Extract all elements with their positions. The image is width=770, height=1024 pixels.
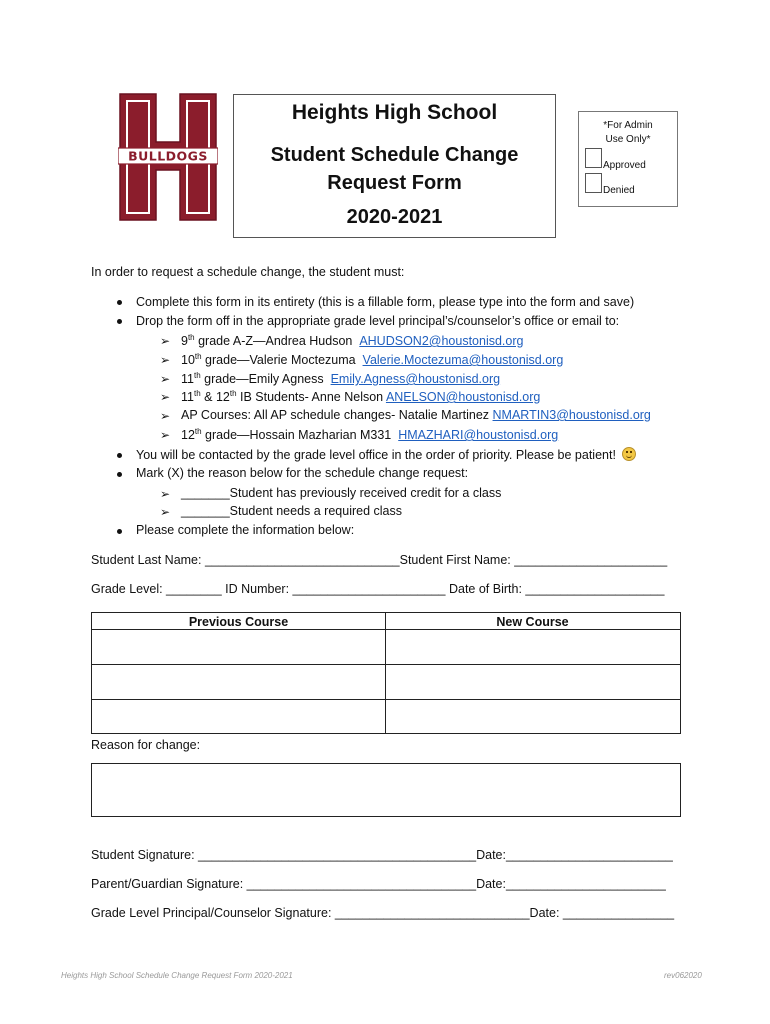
admin-use-box bbox=[578, 111, 678, 207]
form-title bbox=[234, 141, 555, 197]
new-course-cell[interactable] bbox=[386, 665, 680, 699]
reason-option-credit[interactable]: _______Student has previously received credit for a class bbox=[181, 486, 502, 500]
previous-course-cell[interactable] bbox=[92, 665, 385, 699]
arrow-bullet-icon: ➢ bbox=[160, 409, 171, 423]
id-number-field[interactable]: ID Number: ______________________ bbox=[225, 582, 446, 596]
arrow-bullet-icon: ➢ bbox=[160, 505, 171, 519]
new-course-cell[interactable] bbox=[386, 630, 680, 664]
admin-heading: *For Admin Use Only* bbox=[603, 120, 653, 145]
student-info-fields bbox=[91, 582, 664, 596]
step-mark: Mark (X) the reason below for the schedule change request: bbox=[136, 466, 469, 480]
school-logo bbox=[118, 92, 218, 222]
parent-signature-field[interactable]: Parent/Guardian Signature: _________________________________Date:_______________________ bbox=[91, 877, 666, 891]
new-course-cell[interactable] bbox=[386, 700, 680, 733]
previous-course-cell[interactable] bbox=[92, 630, 385, 664]
email-link-9th[interactable]: AHUDSON2@houstonisd.org bbox=[359, 334, 524, 349]
email-link-ap[interactable]: NMARTIN3@houstonisd.org bbox=[492, 408, 651, 422]
intro-text: In order to request a schedule change, the student must: bbox=[91, 265, 405, 279]
arrow-bullet-icon: ➢ bbox=[160, 372, 171, 386]
step-drop: Drop the form off in the appropriate grade level principal’s/counselor’s office or email to: bbox=[136, 314, 620, 328]
logo-text: BULLDOGS bbox=[128, 148, 208, 164]
footer-revision: rev062020 bbox=[664, 971, 702, 980]
smiley-icon bbox=[622, 447, 636, 461]
form-title-line1: Student Schedule Change bbox=[270, 144, 519, 166]
reason-textarea[interactable] bbox=[91, 763, 681, 817]
email-link-11th[interactable]: Emily.Agness@houstonisd.org bbox=[330, 372, 501, 387]
bullet bbox=[117, 300, 122, 305]
previous-course-cell[interactable] bbox=[92, 700, 385, 733]
contact-12th: 12th grade—Hossain Mazharian M331 HMAZHARI@houstonisd.org bbox=[181, 427, 559, 443]
footer-title: Heights High School Schedule Change Request Form 2020-2021 bbox=[61, 971, 293, 980]
last-name-field[interactable]: Student Last Name: ____________________________ bbox=[91, 553, 400, 567]
bullet bbox=[117, 472, 122, 477]
denied-checkbox[interactable] bbox=[585, 173, 602, 193]
reason-label: Reason for change: bbox=[91, 738, 201, 752]
title-box bbox=[233, 94, 556, 238]
email-link-12th[interactable]: HMAZHARI@houstonisd.org bbox=[398, 428, 559, 443]
contact-11th: 11th grade—Emily Agness Emily.Agness@houstonisd.org bbox=[181, 371, 501, 387]
principal-signature-field[interactable]: Grade Level Principal/Counselor Signature: ____________________________Date: ________________ bbox=[91, 906, 675, 920]
approved-label: Approved bbox=[603, 160, 646, 171]
arrow-bullet-icon: ➢ bbox=[160, 334, 171, 348]
school-name: Heights High School bbox=[291, 101, 498, 124]
email-link-10th[interactable]: Valerie.Moctezuma@houstonisd.org bbox=[362, 353, 564, 368]
course-table bbox=[91, 612, 681, 734]
student-name-fields bbox=[91, 553, 667, 567]
arrow-bullet-icon: ➢ bbox=[160, 428, 171, 442]
bullet bbox=[117, 319, 122, 324]
new-course-header: New Course bbox=[496, 615, 569, 629]
step-contacted: You will be contacted by the grade level office in the order of priority. Please be patient! bbox=[136, 447, 636, 462]
step-complete-info: Please complete the information below: bbox=[136, 523, 355, 537]
bullet bbox=[117, 529, 122, 534]
approved-checkbox[interactable] bbox=[585, 148, 602, 168]
contact-10th: 10th grade—Valerie Moctezuma Valerie.Moctezuma@houstonisd.org bbox=[181, 352, 564, 368]
arrow-bullet-icon: ➢ bbox=[160, 390, 171, 404]
step-complete: Complete this form in its entirety (this is a fillable form, please type into the form and save) bbox=[136, 295, 635, 309]
dob-field[interactable]: Date of Birth: ____________________ bbox=[448, 582, 665, 596]
arrow-bullet-icon: ➢ bbox=[160, 353, 171, 367]
student-signature-field[interactable]: Student Signature: ________________________________________Date:________________________ bbox=[91, 848, 673, 862]
school-year: 2020-2021 bbox=[346, 206, 443, 228]
arrow-bullet-icon: ➢ bbox=[160, 487, 171, 501]
contact-ap: AP Courses: All AP schedule changes- Natalie Martinez NMARTIN3@houstonisd.org bbox=[181, 408, 651, 422]
previous-course-header: Previous Course bbox=[188, 615, 289, 629]
bullet bbox=[117, 453, 122, 458]
first-name-field[interactable]: Student First Name: ______________________ bbox=[399, 553, 668, 567]
denied-label: Denied bbox=[603, 185, 635, 196]
email-link-ib[interactable]: ANELSON@houstonisd.org bbox=[385, 390, 541, 405]
reason-option-required[interactable]: _______Student needs a required class bbox=[181, 504, 402, 518]
form-title-line2: Request Form bbox=[327, 172, 462, 194]
grade-level-field[interactable]: Grade Level: ________ bbox=[91, 582, 222, 596]
contact-ib: 11th & 12th IB Students- Anne Nelson ANELSON@houstonisd.org bbox=[181, 389, 541, 405]
contact-9th: 9th grade A-Z—Andrea Hudson AHUDSON2@houstonisd.org bbox=[181, 333, 524, 349]
